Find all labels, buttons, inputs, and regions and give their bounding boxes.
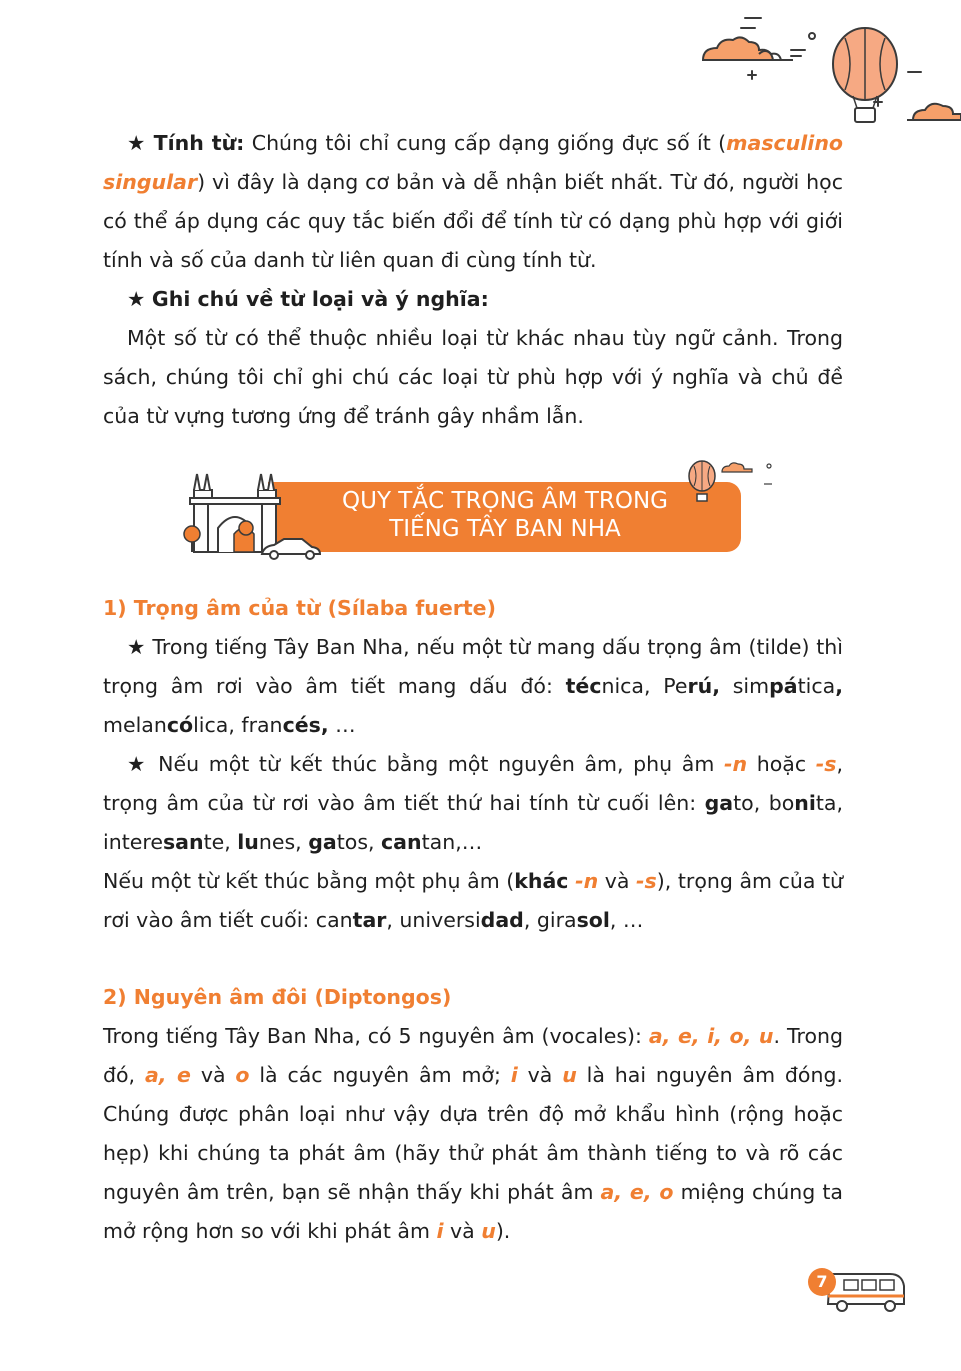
s2-t1: Trong tiếng Tây Ban Nha, có 5 nguyên âm (vocales): (103, 1024, 649, 1048)
masculino-singular-term: masculino singular (103, 131, 843, 194)
s1p3-b3: sol (576, 908, 610, 932)
s1p2-a2: to, bo (733, 791, 795, 815)
s1p3-s: -s (636, 869, 657, 893)
star-icon: ★ (127, 131, 147, 155)
s1p3-va: và (598, 869, 637, 893)
s2-v4: i (510, 1063, 518, 1087)
star-icon: ★ (127, 752, 149, 776)
section-1 (103, 589, 843, 940)
s1p3-n: -n (575, 869, 599, 893)
star-icon: ★ (127, 287, 146, 311)
intro-block (103, 124, 843, 436)
s2-v1: a, e, i, o, u (648, 1024, 774, 1048)
s1p1-w3c: , (835, 674, 843, 698)
star-icon: ★ (127, 635, 146, 659)
section-2-paragraph (103, 1017, 843, 1251)
s2-v2: a, e (144, 1063, 191, 1087)
s1p1-w1b: téc (565, 674, 602, 698)
s1p3-t5: , … (609, 908, 644, 932)
s1p3-b1: tar (352, 908, 387, 932)
section-2-heading: 2) Nguyên âm đôi (Diptongos) (103, 985, 452, 1009)
s1p1-w2b: rú, (687, 674, 720, 698)
s1p1-w2r: Pe (663, 674, 688, 698)
notes-paragraph: Một số từ có thể thuộc nhiều loại từ khác nhau tùy ngữ cảnh. Trong sách, chúng tôi chỉ ghi chú các loại từ phù hợp với ý nghĩa và chủ đề của từ vựng tương ứng để tránh gây nhầm lẫn. (103, 326, 843, 428)
s1p1-w4r: melan (103, 713, 167, 737)
balloon-clouds-illustration (695, 8, 961, 138)
s2-v6: a, e, o (600, 1180, 674, 1204)
s1p3-khac: khác (514, 869, 569, 893)
s1p2-a7: te, (203, 830, 238, 854)
s1p1-w3b: pá (769, 674, 798, 698)
notes-label: Ghi chú về từ loại và ý nghĩa: (151, 287, 489, 311)
s2-t5: và (517, 1063, 563, 1087)
s2-t9: ). (495, 1219, 511, 1243)
s2-t2: . Trong đó, (103, 1024, 843, 1087)
s1p2-n: -n (723, 752, 748, 776)
section-1-paragraph-2 (103, 745, 843, 862)
s1p3-t4: , gira (523, 908, 577, 932)
banner-title-line-1: QUY TẮC TRỌNG ÂM TRONG (342, 488, 668, 514)
adjectives-text-2: ) vì đây là dạng cơ bản và dễ nhận biết nhất. Từ đó, người học có thể áp dụng các quy tắc biến đổi để tính từ có dạng phù hợp với giới tính và số của danh từ liên quan đi cùng tính từ. (103, 170, 843, 272)
s1p2-a3: ni (794, 791, 816, 815)
s1p1-w5r: … (328, 713, 356, 737)
s2-t8: và (443, 1219, 482, 1243)
s1p2-a13: tan,… (421, 830, 483, 854)
s1p1-w3r2: tica (797, 674, 836, 698)
s1p3-t1: Nếu một từ kết thúc bằng một phụ âm ( (103, 869, 515, 893)
s2-t3: và (190, 1063, 236, 1087)
s2-t4: là các nguyên âm mở; (249, 1063, 511, 1087)
s1p2-a1: ga (704, 791, 734, 815)
s1p1-text: Trong tiếng Tây Ban Nha, nếu một từ mang dấu trọng âm (tilde) thì trọng âm rơi vào âm tiết mang dấu đó: (103, 635, 843, 698)
banner-title (300, 487, 710, 543)
s1p2-a8: lu (237, 830, 259, 854)
s1p2-a6: san (162, 830, 204, 854)
section-2 (103, 978, 843, 1251)
s2-v7: i (436, 1219, 444, 1243)
s1p3-b2: dad (480, 908, 524, 932)
s1p2-t2: hoặc (747, 752, 816, 776)
s2-v8: u (481, 1219, 496, 1243)
adjectives-label: Tính từ: (153, 131, 245, 155)
adjectives-paragraph (103, 124, 843, 280)
s2-t7: miệng chúng ta mở rộng hơn so với khi phát âm (103, 1180, 843, 1243)
s1p2-a4: ta, (815, 791, 844, 815)
s2-v5: u (562, 1063, 577, 1087)
s1p1-w5b: cés, (282, 713, 329, 737)
s1p2-a9: nes, (258, 830, 309, 854)
s1p1-w4r2: lica, fran (193, 713, 283, 737)
notes-heading (103, 280, 843, 319)
s1p3-t2: ), trọng âm của từ rơi vào âm tiết cuối: can (103, 869, 844, 932)
section-1-paragraph-1 (103, 628, 843, 745)
s1p2-a10: ga (308, 830, 337, 854)
s1p1-w1r: nica, (601, 674, 664, 698)
page-number: 7 (808, 1268, 836, 1296)
s1p1-w4b: có (166, 713, 194, 737)
adjectives-text-1: Chúng tôi chỉ cung cấp dạng giống đực số ít ( (244, 131, 727, 155)
section-1-paragraph-3 (103, 862, 843, 940)
s1p2-t1: Nếu một từ kết thúc bằng một nguyên âm, phụ âm (158, 752, 724, 776)
s1p1-w3r: sim (720, 674, 770, 698)
s1p2-s: -s (815, 752, 837, 776)
banner-title-line-2: TIẾNG TÂY BAN NHA (389, 516, 621, 542)
s1p2-a11: tos, (336, 830, 382, 854)
s1p3-t3: , universi (386, 908, 481, 932)
s1p2-a5: intere (103, 830, 163, 854)
s1p2-t3: , trọng âm của từ rơi vào âm tiết thứ hai tính từ cuối lên: (103, 752, 843, 815)
s2-v3: o (235, 1063, 250, 1087)
s1p2-a12: can (381, 830, 422, 854)
s2-t6: là hai nguyên âm đóng. Chúng được phân loại như vậy dựa trên độ mở khẩu hình (rộng hoặc hẹp) khi chúng ta phát âm (hãy thử phát âm thành tiếng to và rõ các nguyên âm trên, bạn sẽ nhận thấy khi phát âm (103, 1063, 843, 1204)
section-1-heading: 1) Trọng âm của từ (Sílaba fuerte) (103, 596, 496, 620)
